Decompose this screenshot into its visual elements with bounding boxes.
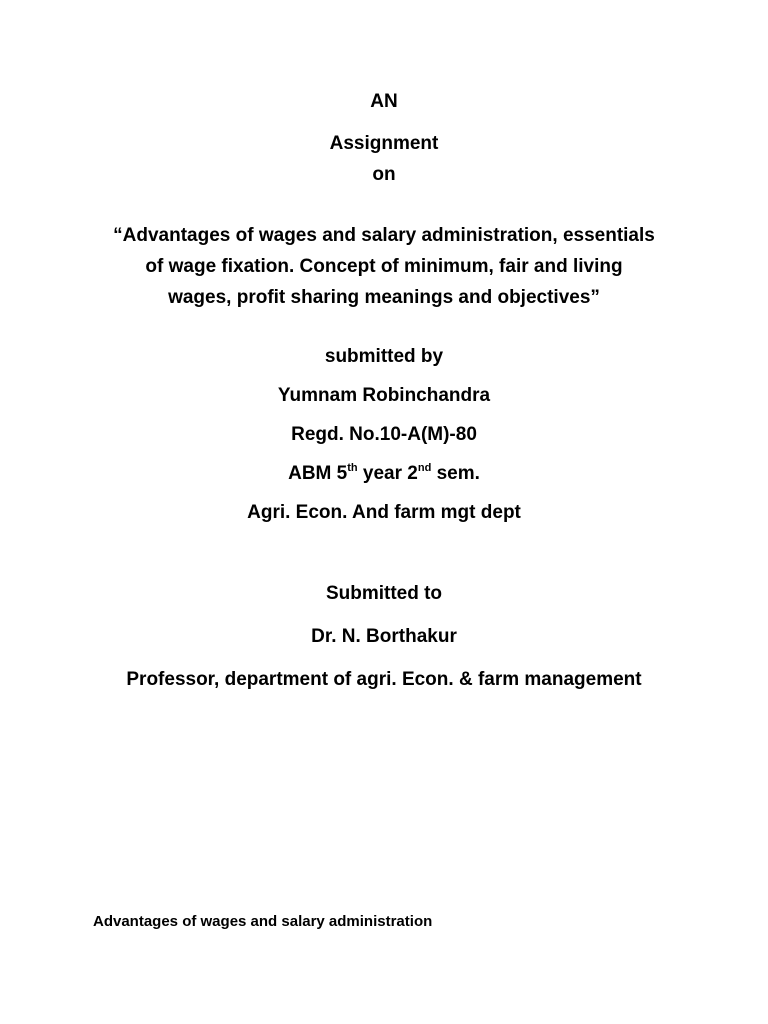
program-prefix: ABM 5 (288, 463, 348, 484)
supervisor-designation: Professor, department of agri. Econ. & farm management (126, 669, 642, 690)
program-suffix: sem. (431, 463, 480, 484)
section-heading: Advantages of wages and salary administration (93, 913, 433, 930)
cover-assignment: Assignment (329, 133, 439, 154)
program-mid: year 2 (357, 463, 418, 484)
year-superscript: th (347, 461, 358, 474)
submitted-by-label: submitted by (324, 346, 444, 367)
submitted-to-label: Submitted to (325, 583, 443, 604)
topic-line-1: “Advantages of wages and salary administration, essentials (113, 225, 655, 246)
registration-number: Regd. No.10-A(M)-80 (291, 424, 477, 445)
supervisor-name: Dr. N. Borthakur (311, 626, 457, 647)
topic-line-3: wages, profit sharing meanings and objectives” (168, 287, 600, 308)
cover-an: AN (370, 91, 398, 112)
cover-on: on (372, 164, 396, 185)
topic-line-2: of wage fixation. Concept of minimum, fair and living (145, 256, 623, 277)
student-name: Yumnam Robinchandra (277, 385, 491, 406)
sem-superscript: nd (417, 461, 432, 474)
student-department: Agri. Econ. And farm mgt dept (247, 502, 521, 523)
program-year (0, 462, 768, 486)
